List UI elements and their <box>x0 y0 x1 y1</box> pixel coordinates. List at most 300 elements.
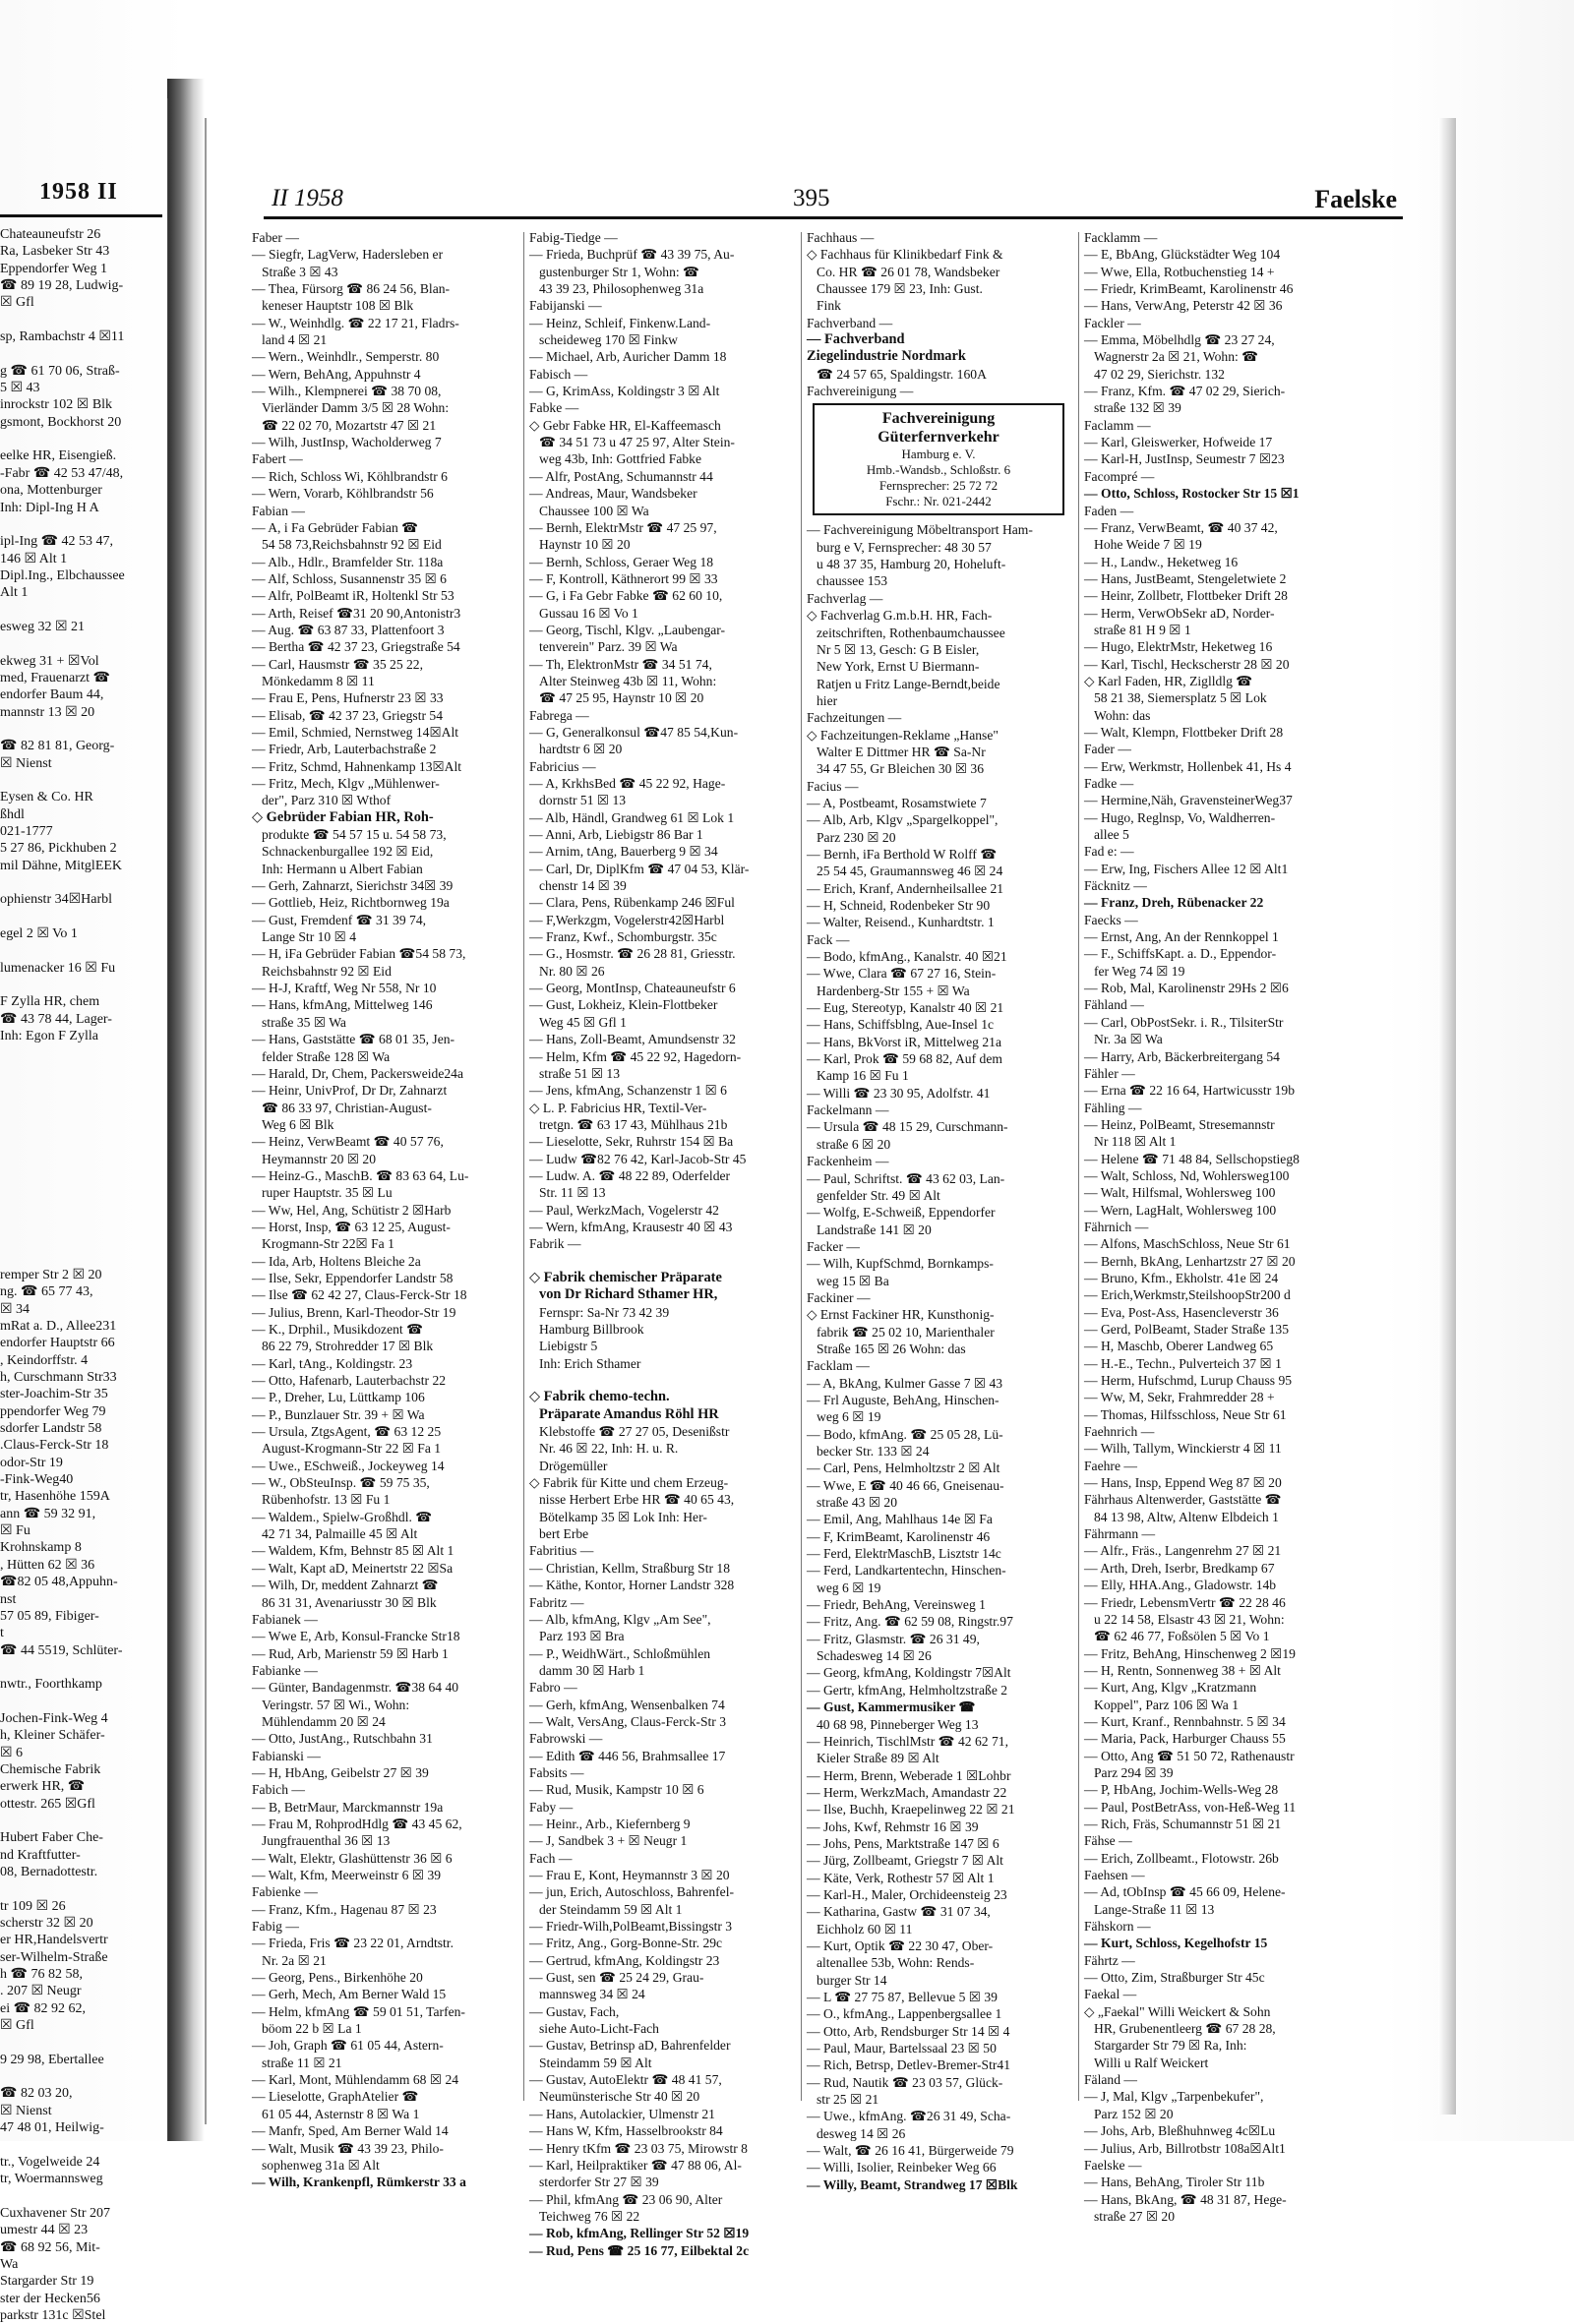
book-gutter <box>167 79 205 2141</box>
directory-entry: böom 22 b ☒ La 1 <box>262 2021 362 2037</box>
directory-entry: — Rud, Arb, Marienstr 59 ☒ Harb 1 <box>252 1645 449 1661</box>
previous-page-line: ☎ 89 19 28, Ludwig- <box>0 278 124 294</box>
directory-entry: — Fritz, Glasmstr. ☎ 26 31 49, <box>807 1631 980 1646</box>
directory-entry: Parz 230 ☒ 20 <box>817 829 896 845</box>
directory-entry: allee 5 <box>1094 827 1129 843</box>
previous-page-line: inrockstr 102 ☒ Blk <box>0 397 113 413</box>
directory-entry: — Christian, Kellm, Straßburg Str 18 <box>529 1560 731 1576</box>
directory-entry: — Friedr, Arb, Lauterbachstraße 2 <box>252 742 437 757</box>
directory-entry: — Manfr, Sped, Am Berner Wald 14 <box>252 2123 449 2139</box>
previous-page-line: ☒ Gfl <box>0 2018 34 2034</box>
directory-entry: — Erw, Ing, Fischers Allee 12 ☒ Alt1 <box>1084 861 1289 876</box>
directory-entry: — Bernh, iFa Berthold W Rolff ☎ <box>807 846 998 862</box>
directory-entry: Lange-Straße 11 ☒ 13 <box>1094 1901 1215 1917</box>
directory-entry: Co. HR ☎ 26 01 78, Wandsbeker <box>817 264 1000 279</box>
page-header <box>262 177 1423 218</box>
directory-entry: Vierländer Damm 3/5 ☒ 28 Wohn: <box>262 400 450 416</box>
previous-page-line: parkstr 131c ☒Stel <box>0 2307 106 2323</box>
previous-page-line: ottestr. 265 ☒Gfl <box>0 1796 95 1812</box>
directory-entry: — Arth, Dreh, Iserbr, Bredkamp 67 <box>1084 1560 1275 1576</box>
column-divider <box>1078 232 1079 2101</box>
surname-heading: Facius — <box>807 778 859 794</box>
directory-entry: — Helm, Kfm ☎ 45 22 92, Hagedorn- <box>529 1048 742 1064</box>
directory-entry: — Rich, Betrsp, Detlev-Bremer-Str41 <box>807 2057 1010 2073</box>
directory-entry: ◇ Fachzeitungen-Reklame „Hanse" <box>807 727 999 743</box>
directory-entry: Alter Steinweg 43b ☒ 11, Wohn: <box>539 673 717 688</box>
surname-heading: Faelske — <box>1084 2157 1142 2173</box>
directory-entry: — Alb, Arb, Klgv „Spargelkoppel", <box>807 812 999 828</box>
directory-entry: — Ernst, Ang, An der Rennkoppel 1 <box>1084 929 1279 945</box>
directory-entry: — K., Drphil., Musikdozent ☎ <box>252 1322 424 1337</box>
directory-entry: der", Parz 310 ☒ Wthof <box>262 793 392 808</box>
directory-entry: — Erich,Werkmstr,SteilshoopStr200 d <box>1084 1287 1291 1303</box>
directory-entry: Fährhaus Altenwerder, Gaststätte ☎ <box>1084 1492 1282 1508</box>
previous-page-line: gsmont, Bockhorst 20 <box>0 414 122 430</box>
directory-entry: — Hans, Schiffsblng, Aue-Insel 1c <box>807 1017 995 1033</box>
surname-heading: Fack — <box>807 931 850 947</box>
directory-entry: bert Erbe <box>539 1526 589 1542</box>
surname-heading: Fabich — <box>252 1782 305 1798</box>
directory-entry: 58 21 38, Siemersplatz 5 ☒ Lok <box>1094 690 1267 706</box>
directory-entry: Heymannstr 20 ☒ 20 <box>262 1151 377 1166</box>
directory-entry: — G, KrimAss, Koldingstr 3 ☒ Alt <box>529 384 720 399</box>
directory-entry: Krogmann-Str 22☒ Fa 1 <box>262 1236 394 1252</box>
previous-page-line: 9 29 98, Ebertallee <box>0 2052 104 2067</box>
previous-page-line: er HR,Handelsvertr <box>0 1933 108 1948</box>
directory-entry: hier <box>817 692 838 708</box>
surname-heading: Faekal — <box>1084 1987 1137 2002</box>
directory-entry: Jungfrauenthal 36 ☒ 13 <box>262 1833 391 1849</box>
previous-page-line: ekweg 31 + ☒Vol <box>0 653 99 669</box>
directory-entry: — Heinr, UnivProf, Dr Dr, Zahnarzt <box>252 1083 448 1099</box>
directory-entry: ☎ 47 25 95, Haynstr 10 ☒ 20 <box>539 690 704 706</box>
directory-entry: altenallee 53b, Wohn: Rends- <box>817 1955 975 1971</box>
directory-entry: — Friedr, BehAng, Vereinsweg 1 <box>807 1597 986 1613</box>
directory-entry: straße 35 ☒ Wa <box>262 1014 346 1030</box>
directory-entry: — Alfr., Fräs., Langenrehm 27 ☒ 21 <box>1084 1543 1282 1559</box>
previous-page-line: 5 ☒ 43 <box>0 381 40 396</box>
directory-entry: — Hans, Autolackier, Ulmenstr 21 <box>529 2106 715 2121</box>
advertisement-line: Güterfernverkehr <box>878 429 999 447</box>
directory-entry: chaussee 153 <box>817 573 888 589</box>
directory-entry: — Fachvereinigung Möbeltransport Ham- <box>807 522 1033 538</box>
previous-page-line: ☎82 05 48,Appuhn- <box>0 1575 118 1590</box>
directory-entry: tretgn. ☎ 63 17 43, Mühlhaus 21b <box>539 1116 728 1132</box>
directory-entry: — H, HbAng, Geibelstr 27 ☒ 39 <box>252 1764 429 1780</box>
surname-heading: Fährtz — <box>1084 1952 1135 1968</box>
directory-entry: — Franz, Dreh, Rübenacker 22 <box>1084 895 1264 911</box>
previous-page-line <box>0 1216 165 1232</box>
directory-entry: — Otto, Ang ☎ 51 50 72, Rathenaustr <box>1084 1748 1295 1763</box>
directory-entry: — Wwe E, Arb, Konsul-Francke Str18 <box>252 1629 460 1644</box>
directory-entry: Straße 3 ☒ 43 <box>262 264 338 279</box>
directory-entry: — Frau M, RohprodHdlg ☎ 43 45 62, <box>252 1816 462 1831</box>
surname-heading: Fähland — <box>1084 997 1144 1013</box>
surname-heading: Fabianski — <box>252 1748 321 1763</box>
previous-page-text <box>0 226 165 2324</box>
directory-entry: — Bodo, kfmAng. ☎ 25 05 28, Lü- <box>807 1426 1003 1442</box>
previous-page-line: , Hütten 62 ☒ 36 <box>0 1557 95 1573</box>
previous-page-line: Dipl.Ing., Elbchaussee <box>0 567 125 583</box>
directory-entry: — Ursula ☎ 48 15 29, Curschmann- <box>807 1119 1008 1135</box>
surname-heading: Fabrowski — <box>529 1731 603 1747</box>
directory-entry: — Anni, Arb, Liebigstr 86 Bar 1 <box>529 827 703 843</box>
previous-page-line: Hubert Faber Che- <box>0 1830 103 1846</box>
directory-entry: Reichsbahnstr 92 ☒ Eid <box>262 963 392 979</box>
previous-page-line <box>0 977 165 993</box>
directory-entry: — H, Rentn, Sonnenweg 38 + ☒ Alt <box>1084 1662 1281 1678</box>
directory-entry: ☎ 22 02 70, Mozartstr 47 ☒ 21 <box>262 417 437 433</box>
previous-page-line: esweg 32 ☒ 21 <box>0 619 86 634</box>
directory-entry: ◇ L. P. Fabricius HR, Textil-Ver- <box>529 1100 707 1115</box>
previous-page-line <box>0 2137 165 2154</box>
directory-entry: Mühlendamm 20 ☒ 24 <box>262 1713 386 1729</box>
directory-entry: — Lieselotte, Sekr, Ruhrstr 154 ☒ Ba <box>529 1134 734 1150</box>
directory-entry: — Bernh, Schloss, Geraer Weg 18 <box>529 554 714 569</box>
previous-page-line <box>0 2034 165 2051</box>
column-divider <box>523 232 524 2101</box>
surname-heading: Fähskorn — <box>1084 1919 1151 1935</box>
surname-heading: Fachzeitungen — <box>807 710 902 726</box>
previous-page-line: ☎ 82 81 81, Georg- <box>0 739 115 754</box>
directory-entry: — Rud, Pens ☎ 25 16 77, Eilbektal 2c <box>529 2242 750 2258</box>
directory-entry: — Heinrich, TischlMstr ☎ 42 62 71, <box>807 1733 1008 1749</box>
surname-heading: Facker — <box>807 1238 860 1254</box>
directory-entry: ◇ Fachhaus für Klinikbedarf Fink & <box>807 247 1003 263</box>
directory-entry: — Th, ElektronMstr ☎ 34 51 74, <box>529 656 712 672</box>
directory-entry: — W., Weinhdlg. ☎ 22 17 21, Fladrs- <box>252 315 459 330</box>
directory-entry: — Hans, JustBeamt, Stengeletwiete 2 <box>1084 570 1287 586</box>
directory-entry: — H, Maschb, Oberer Landweg 65 <box>1084 1339 1274 1354</box>
directory-entry: — Alfr, PolBeamt iR, Holtenkl Str 53 <box>252 588 454 604</box>
directory-entry: — Gerh, Mech, Am Berner Wald 15 <box>252 1987 447 2002</box>
directory-entry: — Kurt, Ang, Klgv „Kratzmann <box>1084 1680 1257 1696</box>
directory-entry: — Erw, Werkmstr, Hollenbek 41, Hs 4 <box>1084 758 1292 774</box>
directory-entry: — Emil, Schmied, Nernstweg 14☒Alt <box>252 724 459 740</box>
directory-entry: Hamburg Billbrook <box>539 1322 644 1337</box>
directory-entry: — Walt, Klempn, Flottbeker Drift 28 <box>1084 724 1284 740</box>
directory-entry: — Gust, Kammermusiker ☎ <box>807 1699 976 1715</box>
directory-entry: ruper Hauptstr. 35 ☒ Lu <box>262 1185 393 1201</box>
directory-entry: straße 81 H 9 ☒ 1 <box>1094 622 1191 637</box>
directory-entry: hardtstr 6 ☒ 20 <box>539 742 623 757</box>
directory-entry: — Elly, HHA.Ang., Gladowstr. 14b <box>1084 1578 1277 1593</box>
directory-entry: — Wilh, Tallym, Winckierstr 4 ☒ 11 <box>1084 1441 1282 1457</box>
previous-page-line <box>0 1062 165 1079</box>
previous-page-line: ☒ Fu <box>0 1523 30 1539</box>
surname-heading: Fabke — <box>529 400 579 416</box>
previous-page-line: egel 2 ☒ Vo 1 <box>0 926 78 942</box>
directory-entry: — Ilse, Buchh, Kraepelinweg 22 ☒ 21 <box>807 1802 1015 1817</box>
directory-entry: — Rud, Nautik ☎ 23 03 57, Glück- <box>807 2074 1003 2090</box>
previous-page-line: 021-1777 <box>0 824 53 840</box>
directory-entry: ◇ Fachverlag G.m.b.H. HR, Fach- <box>807 608 993 624</box>
previous-page-header: 1958 II <box>39 179 118 205</box>
directory-entry: — Karl, Tischl, Heckscherstr 28 ☒ 20 <box>1084 656 1290 672</box>
previous-page-line <box>0 874 165 891</box>
directory-entry: — Ludw. A. ☎ 48 22 89, Oderfelder <box>529 1167 731 1183</box>
surname-heading: Fabig-Tiedge — <box>529 230 618 245</box>
directory-entry: — Wwe, Ella, Rotbuchenstieg 14 + <box>1084 264 1275 279</box>
directory-entry: — Karl, Gleiswerker, Hofweide 17 <box>1084 435 1273 450</box>
directory-entry: — Alb., Hdlr., Bramfelder Str. 118a <box>252 554 444 569</box>
directory-entry: — P., WeidhWärt., Schloßmühlen <box>529 1645 711 1661</box>
directory-entry: Wagnerstr 2a ☒ 21, Wohn: ☎ <box>1094 349 1259 365</box>
previous-page-line: ppendorfer Weg 79 <box>0 1403 106 1419</box>
directory-entry: Ziegelindustrie Nordmark <box>807 348 966 365</box>
directory-entry: — Walt, Kapt aD, Meinertstr 22 ☒Sa <box>252 1560 454 1576</box>
directory-entry: — Friedr, KrimBeamt, Karolinenstr 46 <box>1084 281 1294 297</box>
directory-entry: — Otto, Schloss, Rostocker Str 15 ☒1 <box>1084 486 1300 502</box>
previous-page-line <box>0 1232 165 1249</box>
directory-entry: Str. 11 ☒ 13 <box>539 1185 606 1201</box>
directory-entry: — Gertrud, kfmAng, Koldingstr 23 <box>529 1952 720 1968</box>
previous-page-line: Ra, Lasbeker Str 43 <box>0 244 110 260</box>
previous-page-line <box>0 312 165 328</box>
directory-entry: — Fritz, Ang. ☎ 62 59 08, Ringstr.97 <box>807 1614 1013 1630</box>
directory-entry: — Franz, Kfm. ☎ 47 02 29, Sierich- <box>1084 384 1286 399</box>
directory-entry: — Hans, BkAng, ☎ 48 31 87, Hege- <box>1084 2191 1287 2207</box>
directory-entry: 47 02 29, Sierichstr. 132 <box>1094 366 1225 382</box>
previous-page-line: odor-Str 19 <box>0 1455 63 1470</box>
directory-entry: — Erich, Zollbeamt., Flotowstr. 26b <box>1084 1850 1279 1866</box>
surname-heading: Faehsen — <box>1084 1868 1145 1882</box>
surname-heading: Fachhaus — <box>807 230 875 245</box>
directory-entry: Bötelkamp 35 ☒ Lok Inh: Her- <box>539 1509 707 1524</box>
directory-entry: Parz 294 ☒ 39 <box>1094 1764 1174 1780</box>
previous-page-line: mil Dähne, MitglEEK <box>0 858 123 873</box>
directory-entry: 84 13 98, Altw, Altenw Elbdeich 1 <box>1094 1509 1279 1524</box>
running-head: Faelske <box>1314 185 1397 213</box>
directory-entry: Klebstoffe ☎ 27 27 05, Desenißstr <box>539 1424 730 1440</box>
previous-page-line: ☒ 34 <box>0 1301 30 1317</box>
directory-entry: — Waldem, Kfm, Behnstr 85 ☒ Alt 1 <box>252 1543 454 1559</box>
header-rule <box>264 216 1403 219</box>
directory-entry: — Ilse ☎ 62 42 27, Claus-Ferck-Str 18 <box>252 1287 467 1303</box>
directory-entry: ◇ Fabrik für Kitte und chem Erzeug- <box>529 1475 729 1491</box>
directory-entry: Nr. 2a ☒ 21 <box>262 1952 327 1968</box>
directory-entry: straße 43 ☒ 20 <box>817 1495 898 1511</box>
advertisement-line: Fschr.: Nr. 021-2442 <box>885 494 992 509</box>
surname-heading: Fachverlag — <box>807 590 883 606</box>
previous-page-line <box>0 772 165 789</box>
directory-entry: der Steindamm 59 ☒ Alt 1 <box>539 1901 683 1917</box>
directory-entry: Schnackenburgallee 192 ☒ Eid, <box>262 844 434 860</box>
directory-entry: — G, Generalkonsul ☎47 85 54,Kun- <box>529 724 739 740</box>
previous-page-line: endorfer Baum 44, <box>0 687 104 703</box>
directory-entry: Parz 152 ☒ 20 <box>1094 2106 1174 2121</box>
directory-entry: — B, BetrMaur, Marckmannstr 19a <box>252 1799 444 1815</box>
previous-page-line: . 207 ☒ Neugr <box>0 1984 82 1999</box>
directory-entry: — Kurt, Optik ☎ 22 30 47, Ober- <box>807 1937 994 1953</box>
directory-entry: — Wolfg, E-Schweiß, Eppendorfer <box>807 1205 996 1221</box>
directory-entry: — Gertr, kfmAng, Helmholtzstraße 2 <box>807 1682 1008 1698</box>
directory-entry: — Walt, ☎ 26 16 41, Bürgerweide 79 <box>807 2143 1014 2159</box>
surname-heading: Facklam — <box>807 1358 870 1374</box>
directory-entry: — Paul, PostBetrAss, von-Heß-Weg 11 <box>1084 1799 1297 1815</box>
previous-page-line: Wa <box>0 2256 19 2272</box>
directory-entry: — Wilh, KupfSchmd, Bornkamps- <box>807 1256 994 1272</box>
directory-entry: — Ferd, Landkartentechn, Hinschen- <box>807 1563 1006 1579</box>
directory-entry: burger Str 14 <box>817 1972 887 1988</box>
directory-entry: — Georg, Tischl, Klgv. „Laubengar- <box>529 622 726 637</box>
directory-entry: Weg 45 ☒ Gfl 1 <box>539 1014 627 1030</box>
directory-entry: Landstraße 141 ☒ 20 <box>817 1222 932 1237</box>
directory-entry: sophenweg 31a ☒ Alt <box>262 2157 380 2173</box>
directory-entry: 40 68 98, Pinneberger Weg 13 <box>817 1716 979 1732</box>
directory-entry: Eichholz 60 ☒ 11 <box>817 1921 913 1937</box>
previous-page-line <box>0 1045 165 1062</box>
directory-entry: Kieler Straße 89 ☒ Alt <box>817 1751 939 1766</box>
previous-page-line <box>0 2188 165 2205</box>
directory-entry: — Heinz, Schleif, Finkenw.Land- <box>529 315 711 330</box>
directory-entry: — Fritz, Ang., Gorg-Bonne-Str. 29c <box>529 1936 723 1951</box>
directory-entry: — Herm, Hufschmd, Lurup Chauss 95 <box>1084 1373 1293 1389</box>
directory-entry: — Paul, WerkzMach, Vogelerstr 42 <box>529 1202 719 1218</box>
directory-entry: — H.-E., Techn., Pulverteich 37 ☒ 1 <box>1084 1355 1282 1371</box>
directory-entry: — Karl-H, JustInsp, Seumestr 7 ☒23 <box>1084 451 1285 467</box>
directory-entry: — Clara, Pens, Rübenkamp 246 ☒Ful <box>529 895 735 911</box>
previous-page-line: Stargarder Str 19 <box>0 2274 94 2290</box>
directory-entry: weg 6 ☒ 19 <box>817 1579 881 1595</box>
directory-entry: — Carl, Hausmstr ☎ 35 25 22, <box>252 656 424 672</box>
surname-heading: Fabsits — <box>529 1764 584 1780</box>
directory-entry: Rübenhofstr. 13 ☒ Fu 1 <box>262 1492 391 1508</box>
directory-entry: fabrik ☎ 25 02 10, Marienthaler <box>817 1324 995 1340</box>
surname-heading: Fabro — <box>529 1680 577 1696</box>
directory-entry: — Georg, kfmAng, Koldingstr 7☒Alt <box>807 1665 1011 1681</box>
directory-entry: Steindamm 59 ☒ Alt <box>539 2055 652 2070</box>
directory-entry: — Frl Auguste, BehAng, Hinschen- <box>807 1392 999 1407</box>
directory-entry: — A, BkAng, Kulmer Gasse 7 ☒ 43 <box>807 1375 1003 1391</box>
previous-page-line: tr, Hasenhöhe 159A <box>0 1489 110 1505</box>
directory-entry: burg e V, Fernsprecher: 48 30 57 <box>817 539 992 555</box>
directory-entry: tenverein" Parz. 39 ☒ Wa <box>539 639 678 655</box>
previous-page-line: 57 05 89, Fibiger- <box>0 1608 99 1624</box>
surname-heading: Facompré — <box>1084 468 1155 484</box>
previous-page-line: nst <box>0 1591 17 1607</box>
previous-page-line: ☎ 44 5519, Schlüter- <box>0 1642 123 1658</box>
previous-page-line: Inh: Dipl-Ing H A <box>0 500 99 515</box>
directory-entry: — A, Postbeamt, Rosamstwiete 7 <box>807 795 987 810</box>
directory-entry: produkte ☎ 54 57 15 u. 54 58 73, <box>262 827 447 843</box>
directory-entry: — Frau E, Pens, Hufnerstr 23 ☒ 33 <box>252 690 444 706</box>
directory-entry: — Jens, kfmAng, Schanzenstr 1 ☒ 6 <box>529 1083 727 1099</box>
directory-entry: — Katharina, Gastw ☎ 31 07 34, <box>807 1904 991 1920</box>
directory-entry: — Johs, Kwf, Rehmstr 16 ☒ 39 <box>807 1818 979 1834</box>
directory-entry: — Otto, Hafenarb, Lauterbachstr 22 <box>252 1373 447 1389</box>
directory-entry: — Franz, VerwBeamt, ☎ 40 37 42, <box>1084 519 1278 535</box>
previous-page-line: -Fabr ☎ 42 53 47/48, <box>0 465 124 481</box>
previous-page-line: Alt 1 <box>0 585 29 601</box>
directory-entry: — Hans, Insp, Eppend Weg 87 ☒ 20 <box>1084 1475 1282 1491</box>
directory-entry: Fernspr: Sa-Nr 73 42 39 <box>539 1304 670 1320</box>
directory-entry: — Georg, Pens., Birkenhöhe 20 <box>252 1970 423 1986</box>
directory-entry: — Rob, Mal, Karolinenstr 29Hs 2 ☒6 <box>1084 981 1289 996</box>
directory-entry: — Heinr, Zollbetr, Flottbeker Drift 28 <box>1084 588 1288 604</box>
directory-entry: — Ilse, Sekr, Eppendorfer Landstr 58 <box>252 1270 454 1285</box>
directory-entry: — Phil, kfmAng ☎ 23 06 90, Alter <box>529 2191 723 2207</box>
previous-page-line: ☎ 43 78 44, Lager- <box>0 1011 112 1027</box>
directory-entry: Koppel", Parz 106 ☒ Wa 1 <box>1094 1697 1240 1712</box>
directory-entry: 86 31 31, Avenariusstr 30 ☒ Blk <box>262 1594 437 1610</box>
directory-entry: ☎ 62 46 77, Foßsölen 5 ☒ Vo 1 <box>1094 1629 1270 1644</box>
directory-entry: — Julius, Brenn, Karl-Theodor-Str 19 <box>252 1304 456 1320</box>
directory-entry: — Alfr, PostAng, Schumannstr 44 <box>529 468 713 484</box>
directory-entry: desweg 14 ☒ 26 <box>817 2125 906 2141</box>
directory-entry: — P, HbAng, Jochim-Wells-Weg 28 <box>1084 1782 1279 1798</box>
directory-entry: — Karl, Heilpraktiker ☎ 47 88 06, Al- <box>529 2157 742 2173</box>
directory-entry: — Wern, BehAng, Appuhnstr 4 <box>252 366 421 382</box>
previous-page-line: erwerk HR, ☎ <box>0 1779 86 1795</box>
previous-page-line: ☒ Nienst <box>0 2103 52 2118</box>
surname-heading: Faber — <box>252 230 299 245</box>
directory-entry: — Walt, Musik ☎ 43 39 23, Philo- <box>252 2140 444 2156</box>
directory-entry: 54 58 73,Reichsbahnstr 92 ☒ Eid <box>262 537 442 553</box>
directory-entry: damm 30 ☒ Harb 1 <box>539 1662 645 1678</box>
directory-entry: — Frieda, Fris ☎ 23 22 01, Arndtstr. <box>252 1936 454 1951</box>
directory-entry: — Wern, LagHalt, Wohlersweg 100 <box>1084 1202 1277 1218</box>
directory-entry: siehe Auto-Licht-Fach <box>539 2021 659 2037</box>
directory-entry: becker Str. 133 ☒ 24 <box>817 1444 930 1459</box>
directory-entry: — Rich, Fräs, Schumannstr 51 ☒ 21 <box>1084 1816 1282 1831</box>
directory-entry: — Emil, Ang, Mahlhaus 14e ☒ Fa <box>807 1512 993 1527</box>
directory-entry: u 22 14 58, Elsastr 43 ☒ 21, Wohn: <box>1094 1611 1285 1627</box>
directory-entry: — E, BbAng, Glückstädter Weg 104 <box>1084 247 1281 263</box>
directory-entry: sterdorfer Str 27 ☒ 39 <box>539 2175 659 2190</box>
directory-entry: — Arth, Reisef ☎31 20 90,Antonistr3 <box>252 605 461 621</box>
previous-page-line: g ☎ 61 70 06, Straß- <box>0 363 120 379</box>
directory-entry: ◇ Ernst Fackiner HR, Kunsthonig- <box>807 1307 995 1323</box>
previous-page-line: F Zylla HR, chem <box>0 994 100 1010</box>
directory-entry: — Fritz, Schmd, Hahnenkamp 13☒Alt <box>252 758 462 774</box>
directory-entry: weg 43b, Inh: Gottfried Fabke <box>539 451 701 467</box>
directory-entry: — Carl, Dr, DiplKfm ☎ 47 04 53, Klär- <box>529 861 750 876</box>
directory-entry: — Rud, Musik, Kampstr 10 ☒ 6 <box>529 1782 704 1798</box>
previous-page-line <box>0 516 165 533</box>
previous-page-line: Eysen & Co. HR <box>0 790 93 805</box>
surname-heading: Faden — <box>1084 503 1134 518</box>
directory-entry: — Wilh, Dr, meddent Zahnarzt ☎ <box>252 1578 439 1593</box>
previous-page-line: sp, Rambachstr 4 ☒11 <box>0 329 125 345</box>
previous-page-line: eelke HR, Eisengieß. <box>0 448 117 464</box>
directory-entry: — Hans, BkVorst iR, Mittelweg 21a <box>807 1034 1001 1049</box>
previous-page-line <box>0 1694 165 1710</box>
advertisement-line: Hamburg e. V. <box>901 447 976 462</box>
directory-entry: von Dr Richard Sthamer HR, <box>539 1286 718 1303</box>
surname-heading: Fackenheim — <box>807 1154 889 1169</box>
previous-page-line: ☒ Gfl <box>0 295 34 311</box>
directory-entry: — Hugo, Reglnsp, Vo, Waldherren- <box>1084 809 1276 825</box>
previous-page-line <box>0 942 165 959</box>
directory-entry: — F,Werkzgm, Vogelerstr42☒Harbl <box>529 912 725 927</box>
directory-entry <box>529 1253 795 1270</box>
directory-entry: — J, Mal, Klgv „Tarpenbekufer", <box>1084 2089 1264 2105</box>
directory-entry: — Emma, Möbelhdlg ☎ 23 27 24, <box>1084 332 1275 348</box>
directory-entry: Straße 165 ☒ 26 Wohn: das <box>817 1341 966 1356</box>
directory-entry: — O., kfmAng., Lappenbergsallee 1 <box>807 2006 1002 2022</box>
directory-entry: — Fachverband <box>807 331 905 348</box>
previous-page-line: lumenacker 16 ☒ Fu <box>0 960 116 976</box>
advertisement-line: Fachvereinigung <box>881 410 996 428</box>
directory-entry: zeitschriften, Rothenbaumchaussee <box>817 625 1005 640</box>
directory-entry: Fink <box>817 298 841 314</box>
directory-entry: — Hans, kfmAng, Mittelweg 146 <box>252 997 433 1013</box>
previous-page-line: Inh: Egon F Zylla <box>0 1029 98 1044</box>
previous-page-line: ßhdl <box>0 806 25 822</box>
previous-page-line: ona, Mottenburger <box>0 483 102 499</box>
directory-entry: Walter E Dittmer HR ☎ Sa-Nr <box>817 744 986 759</box>
